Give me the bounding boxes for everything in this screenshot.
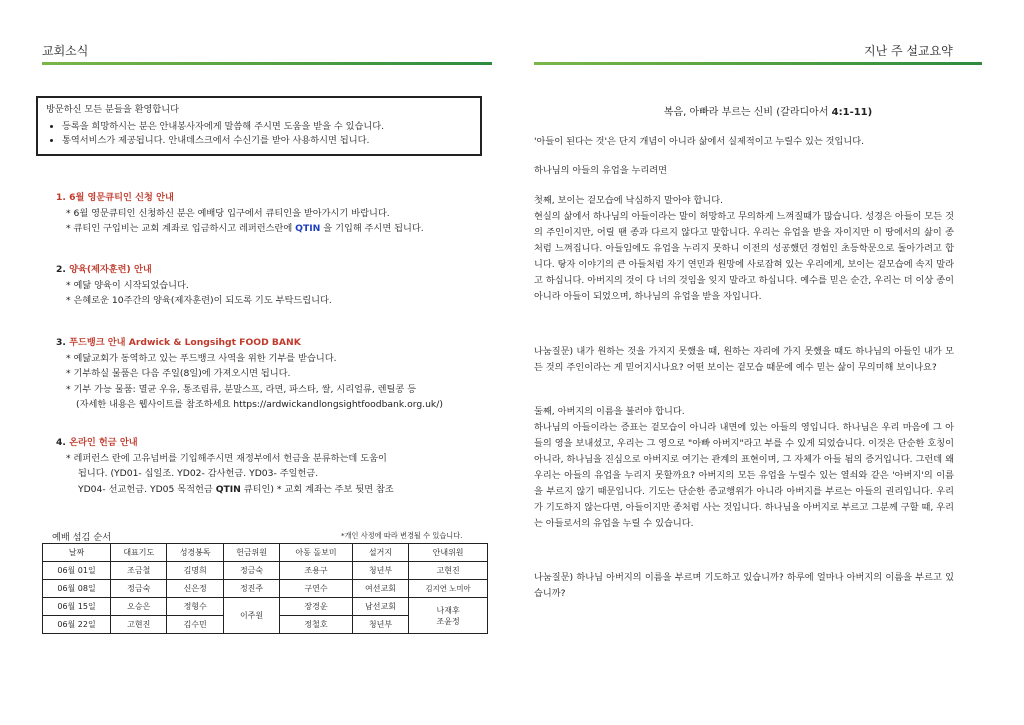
table-cell: 정형수 <box>167 598 223 616</box>
notice-line: * 큐티인 구입비는 교회 계좌로 입금하시고 레퍼런스란에 QTIN 을 기입해 주시면 됩니다. <box>66 223 424 234</box>
usher-name: 조윤정 <box>436 616 460 626</box>
table-cell: 김수민 <box>167 616 223 634</box>
service-schedule-table <box>42 543 488 634</box>
welcome-list <box>46 120 472 148</box>
right-header: 지난 주 설교요약 <box>864 44 953 58</box>
notice-line: * 은혜로운 10주간의 양육(제자훈련)이 되도록 기도 부탁드립니다. <box>66 295 332 306</box>
qtin-keyword: QTIN <box>215 483 241 495</box>
welcome-item: • 등록을 희망하시는 분은 안내봉사자에게 말씀해 주시면 도움을 받을 수 있습니다. <box>62 120 472 134</box>
notice-number: 2. <box>56 264 70 275</box>
table-cell: 장경운 <box>280 598 353 616</box>
table-cell: 조용구 <box>280 562 353 580</box>
notice-title: 온라인 헌금 안내 <box>69 437 138 448</box>
welcome-title: 방문하신 모든 분들을 환영합니다 <box>46 104 180 115</box>
notice-line: * 예닮 양육이 시작되었습니다. <box>66 279 189 291</box>
notice-discipleship <box>56 262 496 309</box>
point-body: 하나님의 아들이라는 증표는 겉모습이 아니라 내면에 있는 아들의 영입니다. 하나님은 우리 마음에 그 아들의 영을 보내셨고, 우리는 그 영으로 "아빠 아버지"라고 부를 수 있게 되었습니다. 이것은 단순한 호칭이 아니라, 하나님을 진심으로 아버지로 여기는 관계의 표현이며, 그 자체가 아들 됨의 증거입니다. 그런데 왜 우리는 아들의 유업을 누리지 못할까요? 아버지의 모든 유업을 누릴수 있는 열쇠와 같은 '아버지'의 이름을 부르지 않기 때문입니다. 기도는 단순한 종교행위가 아니라 아버지를 부르는 아들의 권리입니다. 우리가 기도하지 않는다면, 아들이지만 종처럼 사는 것입니다. 하나님을 아버지로 부르고 그분께 구할 때, 우리는 아들로서의 유업을 누릴 수 있습니다. <box>534 422 954 529</box>
notice-number: 3. <box>56 337 70 348</box>
notice-online-offering <box>56 435 496 497</box>
table-cell: 청년부 <box>352 616 408 634</box>
notice-number: 1. 6월 <box>56 192 85 203</box>
table-cell: 오승은 <box>111 598 167 616</box>
table-cell: 여선교회 <box>352 580 408 598</box>
sermon-point-2 <box>534 404 954 532</box>
left-header: 교회소식 <box>42 44 89 58</box>
notice-line: 됩니다. (YD01- 십일조. YD02- 감사헌금. YD03- 주일헌금. <box>78 468 319 479</box>
sharing-question-2: 나눔질문) 하나님 아버지의 이름을 부르며 기도하고 있습니까? 하루에 얼마나 아버지의 이름을 부르고 있습니까? <box>534 572 954 599</box>
notice-line: * 6월 영문큐티인 신청하신 분은 예배당 입구에서 큐티인을 받아가시기 바랍니다. <box>66 207 390 219</box>
table-cell: 06월 15일 <box>43 598 111 616</box>
point-heading: 첫째, 보이는 겉모습에 낙심하지 말아야 합니다. <box>534 195 724 206</box>
table-row <box>43 598 488 616</box>
column-header: 설거지 <box>352 544 408 562</box>
usher-name: 나재후 <box>436 605 460 615</box>
schedule-title: 예배 섬김 순서 <box>52 532 112 543</box>
column-header: 대표기도 <box>111 544 167 562</box>
notice-line: * 레퍼런스 란에 고유넘버를 기입해주시면 재정부에서 헌금을 분류하는데 도움이 <box>66 452 387 464</box>
table-cell: 신은정 <box>167 580 223 598</box>
sharing-question-1: 나눔질문) 내가 원하는 것을 가지지 못했을 때, 원하는 자리에 가지 못했을 때도 하나님의 아들인 내가 모든 것의 주인이라는 게 믿어지시나요? 어떤 보이는 겉모습 때문에 예수 믿는 삶이 무의미해 보이나요? <box>534 346 954 373</box>
table-cell: 조금철 <box>111 562 167 580</box>
table-cell: 정금숙 <box>223 562 279 580</box>
sermon-point-1 <box>534 193 954 305</box>
notice-title: 푸드뱅크 안내 <box>69 337 126 348</box>
table-cell: 06월 22일 <box>43 616 111 634</box>
foodbank-website-line: (자세한 내용은 웹사이트를 참조하세요 https://ardwickandlongsightfoodbank.org.uk/) <box>76 399 443 410</box>
right-header-rule <box>534 62 982 65</box>
notice-line: * 기부 가능 물품: 멸균 우유, 통조림류, 분말스프, 라면, 파스타, 쌀, 시리얼류, 렌틸콩 등 <box>66 383 417 395</box>
table-cell: 정철호 <box>280 616 353 634</box>
schedule-note: *개인 사정에 따라 변경될 수 있습니다. <box>341 531 463 540</box>
table-cell: 고현진 <box>409 562 488 580</box>
qtin-keyword: QTIN <box>295 223 321 234</box>
welcome-box <box>36 96 482 156</box>
notice-line: YD04- 선교헌금. YD05 목적헌금 QTIN 큐티인) * 교회 계좌는 주보 뒷면 참조 <box>78 483 394 495</box>
table-cell: 고현진 <box>111 616 167 634</box>
table-row <box>43 562 488 580</box>
left-header-rule <box>42 62 492 65</box>
point-body: 현실의 삶에서 하나님의 아들이라는 말이 허망하고 무의하게 느껴질때가 많습니다. 성경은 아들이 모든 것의 주인이지만, 어릴 땐 종과 다르지 않다고 말합니다. 우리는 유업을 받을 자이지만 이 땅에서의 삶이 종처럼 느껴집니다. 아들임에도 유업을 누리지 못하니 이전의 성공했던 경험인 초등학문으로 돌아가려고 합니다. 탕자 이야기의 큰 아들처럼 자기 연민과 원망에 사로잡혀 있는 우리에게, 보이는 겉모습에 속지 말라고 하십니다. 아버지의 것이 다 너의 것임을 잊지 말라고 하십니다. 예수를 믿은 순간, 우리는 더 이상 종이 아니라 아들이 되었으며, 하나님의 유업을 받을 자입니다. <box>534 211 954 302</box>
table-cell: 06월 01일 <box>43 562 111 580</box>
notice-qtin <box>56 190 496 237</box>
sermon-intro: '아들이 된다는 것'은 단지 개념이 아니라 삶에서 실제적이고 누릴수 있는 것입니다. <box>534 136 865 147</box>
column-header: 아동 돌보미 <box>280 544 353 562</box>
table-cell: 정진주 <box>223 580 279 598</box>
table-cell <box>409 598 488 634</box>
table-cell: 청년부 <box>352 562 408 580</box>
table-cell: 남선교회 <box>352 598 408 616</box>
table-cell: 06월 08일 <box>43 580 111 598</box>
table-cell: 정금숙 <box>111 580 167 598</box>
table-cell: 구연수 <box>280 580 353 598</box>
scripture-reference: 4:1-11) <box>831 107 873 118</box>
right-page <box>512 0 1024 725</box>
table-header-row <box>43 544 488 562</box>
table-cell: 김지연 노미아 <box>409 580 488 598</box>
table-cell: 김명희 <box>167 562 223 580</box>
notice-number: 4. <box>56 437 70 448</box>
notice-title: 양육(제자훈련) 안내 <box>69 264 152 275</box>
point-heading: 둘째, 아버지의 이름을 불러야 합니다. <box>534 406 685 417</box>
notice-title: 영문큐티인 신청 안내 <box>84 192 174 203</box>
notice-foodbank <box>56 335 496 413</box>
sermon-subtitle: 하나님의 아들의 유업을 누리려면 <box>534 165 668 176</box>
sermon-title: 복음, 아빠라 부르는 신비 (갈라디아서 4:1-11) <box>663 107 873 118</box>
column-header: 성경봉독 <box>167 544 223 562</box>
column-header: 안내위원 <box>409 544 488 562</box>
column-header: 날짜 <box>43 544 111 562</box>
table-cell: 이주원 <box>223 598 279 634</box>
notice-line: * 예닮교회가 동역하고 있는 푸드뱅크 사역을 위한 기부를 받습니다. <box>66 352 337 364</box>
notice-line: * 기부하실 물품은 다음 주일(8일)에 가져오시면 됩니다. <box>66 368 291 379</box>
foodbank-name: Ardwick & Longsihgt FOOD BANK <box>125 337 301 348</box>
column-header: 헌금위원 <box>223 544 279 562</box>
welcome-item: • 통역서비스가 제공됩니다. 안내데스크에서 수신기를 받아 사용하시면 됩니다. <box>62 134 472 148</box>
table-row <box>43 580 488 598</box>
